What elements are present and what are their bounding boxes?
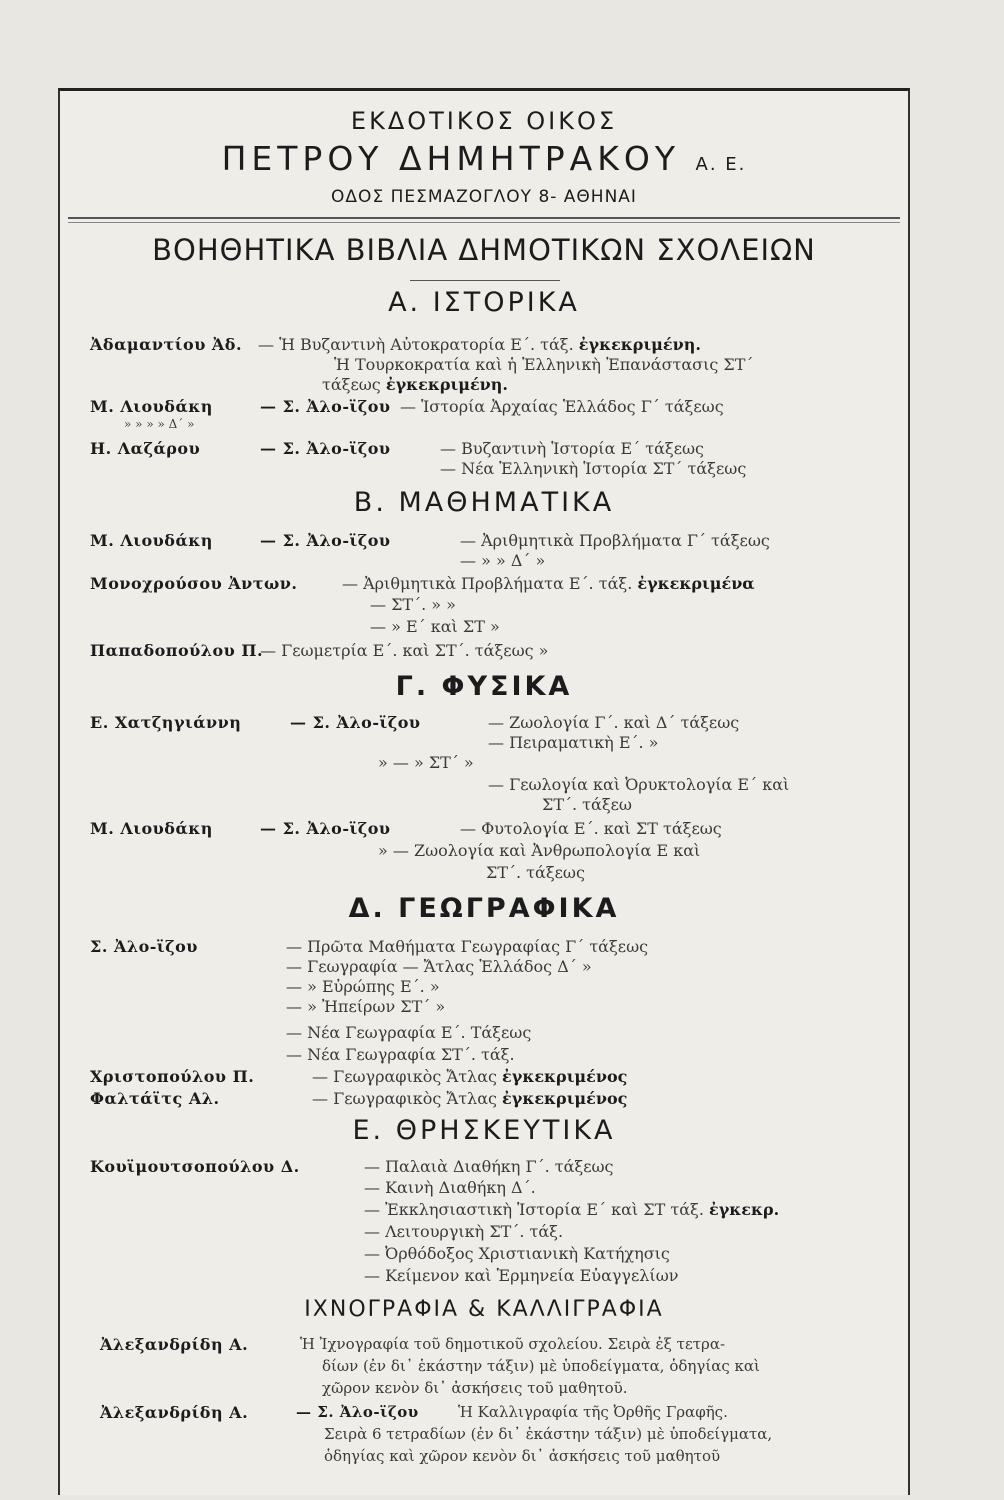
divider [68, 217, 900, 219]
book-title: — Κείμενον καὶ Ἑρμηνεία Εὐαγγελίων [364, 1266, 679, 1285]
book-title: Ἡ Ἰχνογραφία τοῦ δημοτικοῦ σχολείου. Σειρὰ ἐξ τετρα- [300, 1335, 726, 1353]
book-title: — Ἐκκλησιαστικὴ Ἱστορία Ε΄ καὶ ΣΤ τάξ. [364, 1200, 704, 1219]
divider [68, 222, 900, 223]
book-title: — » Εὐρώπης Ε΄. » [286, 977, 440, 996]
book-entry [364, 1200, 779, 1219]
author-name: Παπαδοπούλου Π. [90, 641, 264, 660]
section-heading-math: Β. ΜΑΘΗΜΑΤΙΚΑ [353, 487, 615, 518]
author-name: Η. Λαζάρου [90, 439, 201, 458]
book-title: — Νέα Γεωγραφία Ε΄. Τάξεως [286, 1023, 532, 1042]
book-title: Σειρὰ 6 τετραδίων (ἐν δι᾽ ἑκάστην τάξιν) μὲ ὑποδείγματα, [324, 1425, 773, 1443]
book-title: — Γεωγραφία — Ἄτλας Ἑλλάδος Δ΄ » [286, 957, 592, 976]
book-title: — Παλαιὰ Διαθήκη Γ΄. τάξεως [364, 1157, 614, 1176]
publisher-suffix: Α. Ε. [695, 154, 747, 175]
approval-note: ἐγκεκριμένος [502, 1067, 628, 1086]
book-title: τάξεως [322, 375, 381, 394]
book-title: — Καινὴ Διαθήκη Δ΄. [364, 1178, 536, 1197]
section-heading-geography: Δ. ΓΕΩΓΡΑΦΙΚΑ [348, 893, 620, 924]
page-title: ΒΟΗΘΗΤΙΚΑ ΒΙΒΛΙΑ ΔΗΜΟΤΙΚΩΝ ΣΧΟΛΕΙΩΝ [152, 233, 816, 267]
book-entry [322, 375, 508, 394]
book-title: δίων (ἐν δι᾽ ἑκάστην τάξιν) μὲ ὑποδείγματα, ὁδηγίας καὶ [322, 1357, 760, 1375]
approval-note: ἐγκεκριμένη. [385, 375, 508, 394]
book-title: — Ἀριθμητικὰ Προβλήματα Ε΄. τάξ. [342, 574, 633, 593]
publisher-house-label: ΕΚΔΟΤΙΚΟΣ ΟΙΚΟΣ [350, 107, 618, 135]
publisher-name [60, 139, 908, 178]
book-title: » — » ΣΤ΄ » [378, 753, 474, 772]
author-name: Μ. Λιουδάκη [90, 397, 213, 416]
author-name: Μονοχρούσου Ἀντων. [90, 574, 298, 593]
author-name: Ε. Χατζηγιάννη [90, 713, 242, 732]
book-title: — Ἡ Βυζαντινὴ Αὐτοκρατορία Ε΄. τάξ. [258, 335, 574, 354]
book-title: — Γεωγραφικὸς Ἄτλας [312, 1067, 497, 1086]
ditto-line: » » » » Δ΄ » [124, 417, 195, 431]
section-heading-drawing: ΙΧΝΟΓΡΑΦΙΑ & ΚΑΛΛΙΓΡΑΦΙΑ [304, 1297, 664, 1322]
book-title: — Γεωγραφικὸς Ἄτλας [312, 1089, 497, 1108]
book-title: — Νέα Γεωγραφία ΣΤ΄. τάξ. [286, 1045, 515, 1064]
author-name: Μ. Λιουδάκη [90, 531, 213, 550]
section-heading-physics: Γ. ΦΥΣΙΚΑ [395, 671, 573, 702]
book-title: » — Ζωολογία καὶ Ἀνθρωπολογία Ε καὶ [378, 841, 701, 860]
coauthor-name: — Σ. Ἀλο-ϊζου [260, 531, 391, 550]
book-title: ΣΤ΄. τάξεως [486, 863, 585, 882]
book-title: — Γεωμετρία Ε΄. καὶ ΣΤ΄. τάξεως » [260, 641, 549, 660]
author-name: Μ. Λιουδάκη [90, 819, 213, 838]
coauthor-name: — Σ. Ἀλο-ϊζου [260, 397, 391, 416]
book-title: — Φυτολογία Ε΄. καὶ ΣΤ τάξεως [460, 819, 722, 838]
book-entry [342, 574, 755, 593]
book-entry [258, 335, 701, 354]
book-title: — » » Δ΄ » [460, 551, 546, 570]
book-title: — » Ε΄ καὶ ΣΤ » [370, 617, 500, 636]
author-name: Σ. Ἀλο-ϊζου [90, 937, 198, 956]
divider [410, 280, 560, 281]
book-title: — Ἀριθμητικὰ Προβλήματα Γ΄ τάξεως [460, 531, 770, 550]
book-title: — Ὀρθόδοξος Χριστιανικὴ Κατήχησις [364, 1244, 670, 1263]
section-heading-history: Α. ΙΣΤΟΡΙΚΑ [388, 287, 580, 318]
book-title: — » Ἠπείρων ΣΤ΄ » [286, 997, 446, 1016]
author-name: Ἀλεξανδρίδη Α. [100, 1335, 249, 1354]
author-name: Ἀδαμαντίου Ἀδ. [90, 335, 243, 354]
book-title: — Βυζαντινὴ Ἱστορία Ε΄ τάξεως [440, 439, 704, 458]
book-title: — Ἱστορία Ἀρχαίας Ἑλλάδος Γ΄ τάξεως [400, 397, 724, 416]
book-title: ΣΤ΄. τάξεω [542, 795, 632, 814]
section-heading-religion: Ε. ΘΡΗΣΚΕΥΤΙΚΑ [352, 1115, 616, 1146]
book-title: Ἡ Καλλιγραφία τῆς Ὀρθῆς Γραφῆς. [458, 1403, 728, 1421]
catalog-page [58, 88, 910, 1495]
publisher-address: ΟΔΟΣ ΠΕΣΜΑΖΟΓΛΟΥ 8- ΑΘΗΝΑΙ [331, 187, 637, 207]
book-title: χῶρον κενὸν δι᾽ ἀσκήσεις τοῦ μαθητοῦ. [322, 1379, 628, 1397]
coauthor-name: — Σ. Ἀλο-ϊζου [296, 1403, 419, 1421]
author-name: Φαλτάϊτς Αλ. [90, 1089, 220, 1108]
book-title: — Λειτουργικὴ ΣΤ΄. τάξ. [364, 1222, 564, 1241]
book-title: — ΣΤ΄. » » [370, 595, 456, 614]
author-name: Χριστοπούλου Π. [90, 1067, 255, 1086]
book-title: — Γεωλογία καὶ Ὀρυκτολογία Ε΄ καὶ [488, 775, 790, 794]
approval-note: ἐγκεκριμένα [637, 574, 755, 593]
coauthor-name: — Σ. Ἀλο-ϊζου [290, 713, 421, 732]
approval-note: ἐγκεκριμένη. [578, 335, 701, 354]
book-title: ὁδηγίας καὶ χῶρον κενὸν δι᾽ ἀσκήσεις τοῦ μαθητοῦ [324, 1447, 721, 1465]
book-entry [312, 1089, 627, 1108]
author-name: Κουϊμουτσοπούλου Δ. [90, 1157, 300, 1176]
book-entry [312, 1067, 627, 1086]
approval-note: ἐγκεκριμένος [502, 1089, 628, 1108]
approval-note: ἐγκεκρ. [709, 1200, 780, 1219]
book-title: — Νέα Ἑλληνικὴ Ἱστορία ΣΤ΄ τάξεως [440, 459, 747, 478]
book-title: — Πειραματικὴ Ε΄. » [488, 733, 659, 752]
book-title: — Πρῶτα Μαθήματα Γεωγραφίας Γ΄ τάξεως [286, 937, 649, 956]
coauthor-name: — Σ. Ἀλο-ϊζου [260, 819, 391, 838]
book-title: — Ζωολογία Γ΄. καὶ Δ΄ τάξεως [488, 713, 740, 732]
coauthor-name: — Σ. Ἀλο-ϊζου [260, 439, 391, 458]
book-entry: Ἡ Τουρκοκρατία καὶ ἡ Ἑλληνικὴ Ἐπανάστασις ΣΤ΄ [334, 355, 754, 374]
publisher-name-text: ΠΕΤΡΟΥ ΔΗΜΗΤΡΑΚΟΥ [221, 139, 681, 178]
author-name: Ἀλεξανδρίδη Α. [100, 1403, 249, 1422]
